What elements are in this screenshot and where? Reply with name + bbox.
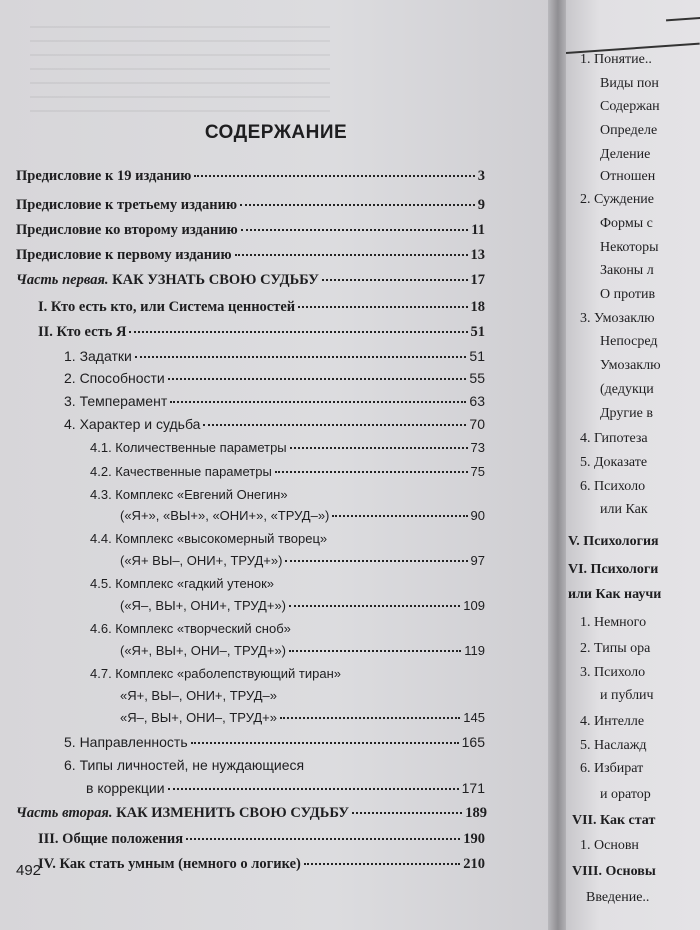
toc-entry-title: Часть вторая. КАК ИЗМЕНИТЬ СВОЮ СУДЬБУ xyxy=(16,805,350,821)
dot-leader xyxy=(304,863,460,865)
toc-entry xyxy=(38,324,485,341)
toc-entry-title: III. Общие положения xyxy=(38,831,184,847)
dot-leader xyxy=(129,331,467,333)
toc-page-number: 11 xyxy=(471,222,485,238)
toc-entry-title: «Я+, ВЫ–, ОНИ+, ТРУД–» xyxy=(120,688,277,703)
toc-page-number: 17 xyxy=(470,272,485,288)
toc-entry-title: 2. Способности xyxy=(64,370,165,386)
toc-entry xyxy=(120,553,485,568)
toc-page-number: 73 xyxy=(470,440,485,455)
toc-entry-title: Предисловие к третьему изданию xyxy=(16,197,238,213)
bleed-through-text xyxy=(30,22,330,112)
dot-leader xyxy=(289,650,461,652)
toc-entry-title: Предисловие к первому изданию xyxy=(16,247,232,263)
toc-entry-title: «Я–, ВЫ+, ОНИ–, ТРУД+» xyxy=(120,710,277,725)
toc-entry xyxy=(86,780,485,796)
dot-leader xyxy=(298,306,467,308)
right-toc-line: Другие в xyxy=(600,405,653,421)
toc-entry xyxy=(16,247,485,264)
toc-entry xyxy=(120,643,485,658)
toc-page-number: 97 xyxy=(470,553,485,568)
dot-leader xyxy=(241,229,469,231)
right-toc-line: 6. Избират xyxy=(580,761,644,777)
toc-page-number: 119 xyxy=(464,643,485,658)
toc-page-number: 190 xyxy=(463,831,485,847)
right-toc-line: 1. Понятие.. xyxy=(580,52,652,67)
part-label: Часть первая. xyxy=(16,272,113,288)
right-toc-line: Введение.. xyxy=(586,889,650,905)
right-toc-line: 4. Гипотеза xyxy=(580,431,648,447)
dot-leader xyxy=(170,401,466,403)
toc-entry-title: 4.5. Комплекс «гадкий утенок» xyxy=(90,576,275,591)
toc-page-number: 18 xyxy=(470,299,485,315)
toc-page-number: 90 xyxy=(470,508,485,523)
page-number: 492 xyxy=(16,862,42,879)
toc-entry-title: в коррекции xyxy=(86,780,165,796)
toc-page-number: 55 xyxy=(469,370,485,386)
toc-entry-title: 4.7. Комплекс «раболепствующий тиран» xyxy=(90,666,342,681)
right-toc-line: Формы с xyxy=(600,215,653,231)
toc-entry xyxy=(64,393,485,409)
toc-entry xyxy=(64,370,485,386)
toc-page-number: 13 xyxy=(470,247,485,263)
toc-entry xyxy=(16,805,487,822)
toc-entry xyxy=(64,416,485,432)
header-rule-top xyxy=(666,17,700,22)
toc-page-number: 109 xyxy=(463,598,485,613)
right-toc-line: 2. Суждение xyxy=(580,192,655,208)
toc-entry xyxy=(38,856,485,873)
right-toc-line: V. Психология xyxy=(568,534,659,549)
right-toc-line: Отношен xyxy=(600,168,656,184)
right-toc-line: и оратор xyxy=(600,787,651,802)
right-toc-line: VIII. Основы xyxy=(572,864,656,880)
dot-leader xyxy=(240,204,475,206)
right-toc-line: 1. Немного xyxy=(580,615,647,631)
toc-page-number: 51 xyxy=(470,324,485,340)
toc-entry-title: 4.4. Комплекс «высокомерный творец» xyxy=(90,531,328,546)
right-toc-line: VII. Как стат xyxy=(572,812,656,828)
toc-entry xyxy=(120,710,485,725)
toc-entry xyxy=(64,757,485,773)
toc-entry-title: Часть первая. КАК УЗНАТЬ СВОЮ СУДЬБУ xyxy=(16,272,319,288)
toc-entry-title: IV. Как стать умным (немного о логике) xyxy=(38,856,301,872)
right-toc-line: 5. Доказате xyxy=(580,454,648,470)
toc-entry xyxy=(16,168,485,185)
toc-entry xyxy=(90,464,485,479)
toc-entry-title: 1. Задатки xyxy=(64,348,132,364)
toc-entry-title: 4.1. Количественные параметры xyxy=(90,440,287,455)
right-toc-line: О против xyxy=(600,287,656,302)
dot-leader xyxy=(280,717,460,719)
toc-entry-title: I. Кто есть кто, или Система ценностей xyxy=(38,299,296,315)
toc-entry xyxy=(90,531,485,546)
toc-page-number: 63 xyxy=(469,393,485,409)
right-toc-line: или Как научи xyxy=(568,587,662,603)
dot-leader xyxy=(235,254,468,256)
right-page xyxy=(566,0,700,930)
right-toc-line: и публич xyxy=(600,688,654,704)
toc-entry-title: («Я+ ВЫ–, ОНИ+, ТРУД+») xyxy=(120,553,283,568)
dot-leader xyxy=(168,378,467,380)
toc-entry xyxy=(90,440,485,455)
part-label: Часть вторая. xyxy=(16,805,117,821)
toc-entry-title: Предисловие ко второму изданию xyxy=(16,222,238,238)
right-toc-line: VI. Психологи xyxy=(568,561,659,577)
dot-leader xyxy=(168,788,459,790)
toc-entry-title: Предисловие к 19 изданию xyxy=(16,168,192,184)
right-toc-line: (дедукци xyxy=(600,381,654,397)
toc-entry xyxy=(120,508,485,523)
toc-entry-title: 6. Типы личностей, не нуждающиеся xyxy=(64,757,305,773)
toc-entry xyxy=(64,348,485,364)
page-title: СОДЕРЖАНИЕ xyxy=(204,122,348,143)
right-toc-line: Некоторы xyxy=(600,239,659,255)
toc-entry xyxy=(16,197,485,214)
right-toc-line: Определе xyxy=(600,123,658,139)
toc-entry-title: 3. Темперамент xyxy=(64,393,168,409)
dot-leader xyxy=(290,447,468,449)
dot-leader xyxy=(322,279,468,281)
toc-entry-title: II. Кто есть Я xyxy=(38,324,127,340)
toc-entry xyxy=(120,688,485,703)
toc-entry xyxy=(90,621,485,636)
toc-entry-title: («Я–, ВЫ+, ОНИ+, ТРУД+») xyxy=(120,598,287,613)
dot-leader xyxy=(332,515,467,517)
dot-leader xyxy=(203,424,466,426)
toc-page-number: 165 xyxy=(461,734,485,750)
toc-page-number: 171 xyxy=(461,780,485,796)
toc-page-number: 210 xyxy=(463,856,485,872)
right-toc-line: 3. Умозаклю xyxy=(580,310,655,326)
toc-page-number: 3 xyxy=(477,168,485,184)
right-toc-line: или Как xyxy=(600,502,648,518)
toc-page-number: 189 xyxy=(465,805,487,821)
toc-entry-title: («Я+», «ВЫ+», «ОНИ+», «ТРУД–») xyxy=(120,508,330,523)
toc-page-number: 70 xyxy=(469,416,485,432)
right-toc-line: 2. Типы ора xyxy=(580,640,651,656)
toc-entry-title: 4.3. Комплекс «Евгений Онегин» xyxy=(90,487,288,502)
toc-entry xyxy=(90,666,485,681)
toc-entry xyxy=(120,598,485,613)
right-toc-line: 4. Интелле xyxy=(580,713,645,729)
toc-entry xyxy=(16,272,485,289)
right-toc-line: Непосред xyxy=(600,334,658,350)
toc-page-number: 145 xyxy=(463,710,485,725)
dot-leader xyxy=(352,812,462,814)
dot-leader xyxy=(186,838,460,840)
dot-leader xyxy=(285,560,467,562)
dot-leader xyxy=(135,356,467,358)
right-toc-line: 3. Психоло xyxy=(580,664,646,680)
right-toc-line: Деление xyxy=(600,146,651,162)
right-toc-line: Виды пон xyxy=(600,75,659,91)
toc-entry xyxy=(16,222,485,239)
toc-page-number: 9 xyxy=(477,197,485,213)
right-toc-line: Законы л xyxy=(600,263,654,279)
right-toc-line: 1. Основн xyxy=(580,838,639,854)
toc-entry-title: 4.2. Качественные параметры xyxy=(90,464,272,479)
toc-entry xyxy=(90,576,485,591)
toc-entry-title: («Я+, ВЫ+, ОНИ–, ТРУД+») xyxy=(120,643,287,658)
toc-page-number: 51 xyxy=(469,348,485,364)
toc-entry-title: 4.6. Комплекс «творческий сноб» xyxy=(90,621,291,636)
dot-leader xyxy=(191,742,459,744)
toc-entry xyxy=(38,299,485,316)
toc-entry-title: 4. Характер и судьба xyxy=(64,416,201,432)
dot-leader xyxy=(275,471,468,473)
toc-page-number: 75 xyxy=(470,464,485,479)
right-toc-line: Умозаклю xyxy=(600,358,661,374)
dot-leader xyxy=(289,605,460,607)
right-toc-line: 6. Психоло xyxy=(580,478,646,494)
toc-entry xyxy=(90,487,485,502)
dot-leader xyxy=(194,175,474,177)
right-toc-line: 5. Наслажд xyxy=(580,737,647,753)
toc-entry xyxy=(38,831,485,848)
right-toc-line: Содержан xyxy=(600,99,660,115)
toc-entry-title: 5. Направленность xyxy=(64,734,188,750)
toc-entry xyxy=(64,734,485,750)
